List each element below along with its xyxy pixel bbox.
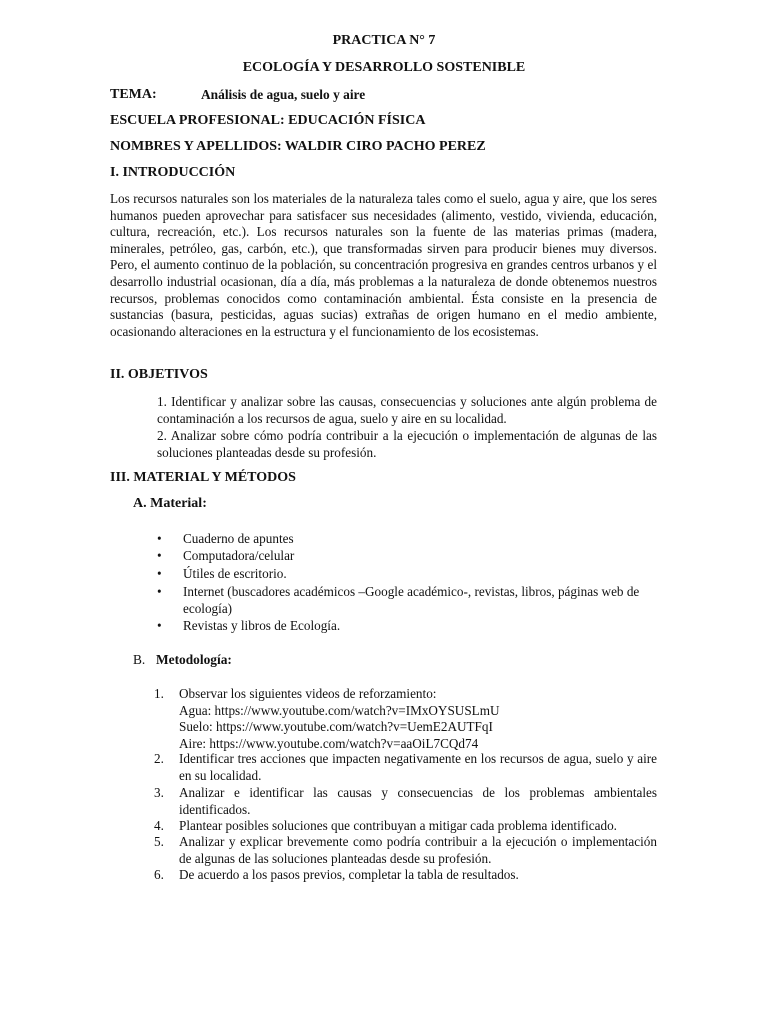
step-number: 6. — [154, 867, 164, 882]
material-item-5: Revistas y libros de Ecología. — [183, 618, 341, 633]
bullet-icon: • — [157, 531, 162, 546]
tema-value: Análisis de agua, suelo y aire — [201, 87, 366, 102]
step-number: 4. — [154, 818, 164, 833]
step-text: Analizar y explicar brevemente como podría contribuir a la ejecución o implementación de algunas de las soluciones planteadas desde su profesión. — [179, 834, 657, 866]
material-item-1: Cuaderno de apuntes — [183, 531, 294, 546]
step-text: Plantear posibles soluciones que contribuyan a mitigar cada problema identificado. — [179, 818, 617, 833]
link-agua[interactable]: Agua: https://www.youtube.com/watch?v=IMxOYSUSLmU — [179, 702, 500, 718]
link-suelo[interactable]: Suelo: https://www.youtube.com/watch?v=UemE2AUTFqI — [179, 719, 493, 735]
material-item-3: Útiles de escritorio. — [183, 566, 287, 581]
objetivos-heading: II. OBJETIVOS — [110, 367, 208, 382]
material-item-4: Internet (buscadores académicos –Google académico-, revistas, libros, páginas web de ecología) — [183, 584, 640, 616]
material-item-2: Computadora/celular — [183, 548, 295, 563]
step-text — [179, 686, 657, 752]
bullet-icon: • — [157, 618, 162, 633]
bullet-icon: • — [157, 548, 162, 563]
step-text: Analizar e identificar las causas y consecuencias de los problemas ambientales identificados. — [179, 785, 657, 817]
objetivo-item-1: 1. Identificar y analizar sobre las causas, consecuencias y soluciones ante algún problema de contaminación a los recursos de agua, suelo y aire en su localidad. — [157, 394, 657, 426]
step-line: Observar los siguientes videos de reforzamiento: — [179, 686, 437, 701]
step-number: 2. — [154, 751, 164, 766]
link-aire[interactable]: Aire: https://www.youtube.com/watch?v=aaOiL7CQd74 — [179, 735, 479, 751]
page-title: PRACTICA N° 7 — [332, 33, 436, 48]
material-heading: A. Material: — [133, 496, 207, 511]
intro-heading: I. INTRODUCCIÓN — [110, 165, 236, 180]
nombres-line: NOMBRES Y APELLIDOS: WALDIR CIRO PACHO PEREZ — [110, 139, 486, 154]
bullet-icon: • — [157, 566, 162, 581]
objetivo-item-2: 2. Analizar sobre cómo podría contribuir a la ejecución o implementación de algunas de las soluciones planteadas desde su profesión. — [157, 428, 657, 460]
step-number: 3. — [154, 785, 164, 800]
page-subtitle: ECOLOGÍA Y DESARROLLO SOSTENIBLE — [242, 60, 526, 75]
step-text: Identificar tres acciones que impacten negativamente en los recursos de agua, suelo y aire en su localidad. — [179, 751, 657, 783]
tema-label: TEMA: — [110, 87, 157, 102]
material-metodos-heading: III. MATERIAL Y MÉTODOS — [110, 470, 296, 485]
metodologia-heading: Metodología: — [156, 652, 232, 667]
step-number: 1. — [154, 686, 164, 701]
intro-paragraph: Los recursos naturales son los materiales de la naturaleza tales como el suelo, agua y aire, que los seres humanos pueden aprovechar para satisfacer sus necesidades (alimento, vestido, vivienda, educación, cultura, recreación, etc.). Los recursos naturales son la fuente de las materias primas (madera, minerales, petróleo, gas, carbón, etc.), que transformadas sirven para producir bienes muy diversos. Pero, el aumento continuo de la población, su concentración progresiva en grandes centros urbanos y el desarrollo industrial ocasionan, día a día, más problemas a la naturaleza de donde obtenemos nuestros recursos, problemas conocidos como contaminación ambiental. Ésta consiste en la presencia de sustancias (basura, pesticidas, aguas sucias) extrañas de origen humano en el medio ambiente, ocasionando alteraciones en la estructura y el funcionamiento de los ecosistemas. — [110, 191, 657, 339]
escuela-line: ESCUELA PROFESIONAL: EDUCACIÓN FÍSICA — [110, 113, 426, 128]
bullet-icon: • — [157, 584, 162, 599]
step-number: 5. — [154, 834, 164, 849]
step-text: De acuerdo a los pasos previos, completar la tabla de resultados. — [179, 867, 519, 882]
metodologia-letter: B. — [133, 652, 146, 667]
